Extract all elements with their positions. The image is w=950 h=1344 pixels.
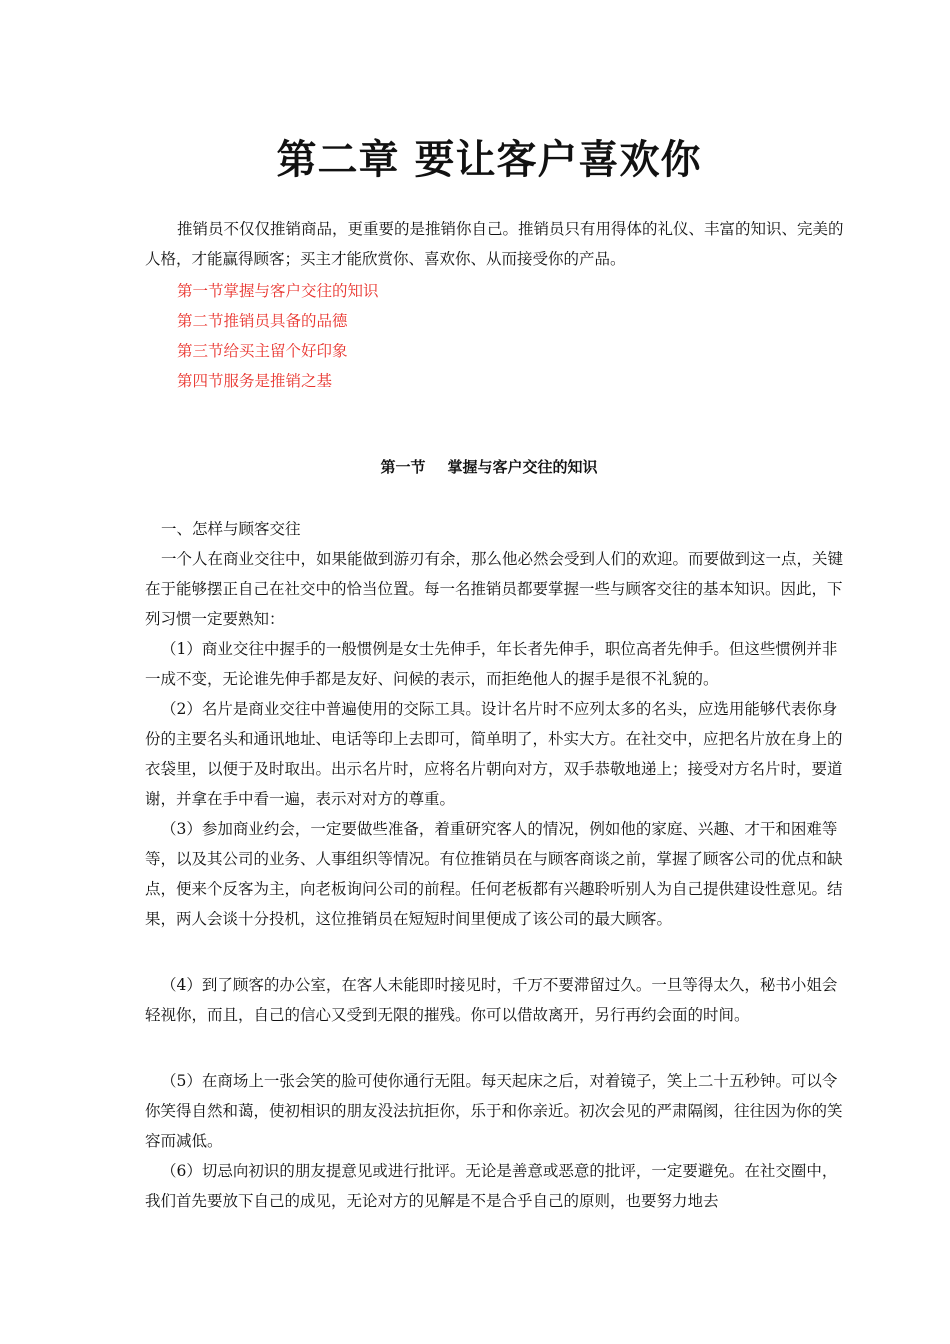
section-heading bbox=[0, 456, 950, 477]
section-number: 第一节 bbox=[380, 458, 426, 476]
list-item: （1）商业交往中握手的一般惯例是女士先伸手，年长者先伸手，职位高者先伸手。但这些惯例并非一成不变，无论谁先伸手都是友好、问候的表示，而拒绝他人的握手是很不礼貌的。 bbox=[145, 640, 838, 688]
chapter-title: 第二章 要让客户喜欢你 bbox=[276, 136, 702, 183]
intro-paragraph: 推销员不仅仅推销商品，更重要的是推销你自己。推销员只有用得体的礼仪、丰富的知识、完美的人格，才能赢得顾客；买主才能欣赏你、喜欢你、从而接受你的产品。 bbox=[145, 220, 844, 268]
list-item: （2）名片是商业交往中普遍使用的交际工具。设计名片时不应列太多的名头，应选用能够代表你身份的主要名头和通讯地址、电话等印上去即可，简单明了，朴实大方。在社交中，应把名片放在身上的衣袋里，以便于及时取出。出示名片时，应将名片朝向对方，双手恭敬地递上；接受对方名片时，要道谢，并拿在手中看一遍，表示对对方的尊重。 bbox=[145, 700, 843, 808]
toc-item-4[interactable]: 第四节服务是推销之基 bbox=[177, 372, 333, 390]
table-of-contents bbox=[177, 276, 379, 396]
toc-item-1[interactable]: 第一节掌握与客户交往的知识 bbox=[177, 282, 379, 300]
subheading: 一、怎样与顾客交往 bbox=[161, 520, 301, 538]
list-item: （6）切忌向初识的朋友提意见或进行批评。无论是善意或恶意的批评，一定要避免。在社交圈中，我们首先要放下自己的成见，无论对方的见解是不是合乎自己的原则，也要努力地去 bbox=[145, 1162, 838, 1210]
list-item: （4）到了顾客的办公室，在客人未能即时接见时，千万不要滞留过久。一旦等得太久，秘书小姐会轻视你，而且，自己的信心又受到无限的摧残。你可以借故离开，另行再约会面的时间。 bbox=[145, 976, 838, 1024]
section-title: 掌握与客户交往的知识 bbox=[447, 458, 598, 476]
list-item: （5）在商场上一张会笑的脸可使你通行无阻。每天起床之后，对着镜子，笑上二十五秒钟。可以令你笑得自然和蔼，使初相识的朋友没法抗拒你，乐于和你亲近。初次会见的严肃隔阂，往往因为你的笑容而减低。 bbox=[145, 1072, 843, 1150]
list-item: （3）参加商业约会，一定要做些准备，着重研究客人的情况，例如他的家庭、兴趣、才干和困难等等，以及其公司的业务、人事组织等情况。有位推销员在与顾客商谈之前，掌握了顾客公司的优点和缺点，便来个反客为主，向老板询问公司的前程。任何老板都有兴趣聆听别人为自己提供建设性意见。结果，两人会谈十分投机，这位推销员在短短时间里便成了该公司的最大顾客。 bbox=[145, 820, 843, 928]
toc-item-2[interactable]: 第二节推销员具备的品德 bbox=[177, 312, 348, 330]
toc-item-3[interactable]: 第三节给买主留个好印象 bbox=[177, 342, 348, 360]
lead-paragraph: 一个人在商业交往中，如果能做到游刃有余，那么他必然会受到人们的欢迎。而要做到这一点，关键在于能够摆正自己在社交中的恰当位置。每一名推销员都要掌握一些与顾客交往的基本知识。因此，下列习惯一定要熟知： bbox=[145, 550, 844, 628]
